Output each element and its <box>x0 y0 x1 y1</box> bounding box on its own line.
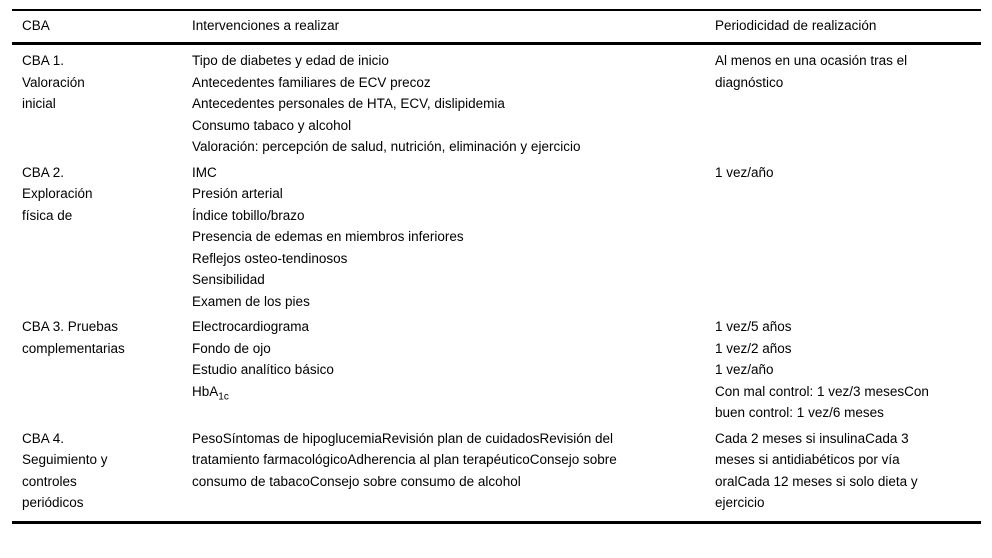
cba-label-line: CBA 4. <box>22 430 65 446</box>
cba-label-line: CBA 1. <box>22 53 65 68</box>
cba3-interventions-cell <box>182 316 705 424</box>
periodicity-line: Con mal control: 1 vez/3 mesesCon buen control: 1 vez/6 meses <box>715 383 929 420</box>
cba1-interventions-cell <box>182 50 705 158</box>
periodicity-line: 1 vez/5 años <box>715 319 792 334</box>
hba-subscript: 1c <box>218 391 229 403</box>
intervention-line: Reflejos osteo-tendinosos <box>192 250 348 266</box>
table-row-cba3 <box>12 314 981 426</box>
intervention-line: Consumo tabaco y alcohol <box>192 117 352 133</box>
intervention-line: Fondo de ojo <box>192 340 271 356</box>
cba4-interventions-cell <box>182 428 705 514</box>
cba1-label-cell <box>12 50 182 158</box>
cba4-periodicity-cell <box>705 428 981 514</box>
table-header-row <box>12 9 981 45</box>
cba-label-line: Exploración <box>22 186 93 201</box>
intervention-line: Estudio analítico básico <box>192 362 334 377</box>
intervention-line: Antecedentes personales de HTA, ECV, dislipidemia <box>192 96 505 111</box>
header-interventions: Intervenciones a realizar <box>192 18 340 33</box>
intervention-paragraph: PesoSíntomas de hipoglucemiaRevisión plan de cuidadosRevisión del tratamiento farmacológicoAdherencia al plan terapéuticoConsejo sobre consumo de tabacoConsejo sobre consumo de alcohol <box>192 430 617 489</box>
hba-text: HbA <box>192 383 219 399</box>
intervention-line-hba1c <box>192 381 705 403</box>
table-body <box>12 45 981 524</box>
intervention-line: Electrocardiograma <box>192 319 310 334</box>
table-row-cba1 <box>12 48 981 160</box>
cba-label-line: CBA 3. Pruebas <box>22 319 119 334</box>
cba-label-line: Seguimiento y <box>22 452 108 467</box>
cba4-label-cell <box>12 428 182 514</box>
cba-label-line: inicial <box>22 96 56 111</box>
cba2-periodicity-cell <box>705 162 981 313</box>
cba-label-line: Valoración <box>22 74 85 90</box>
cba3-label-cell <box>12 316 182 424</box>
header-cba: CBA <box>22 18 50 33</box>
table-row-cba4 <box>12 426 981 516</box>
cba-label-line: CBA 2. <box>22 164 65 180</box>
periodicity-paragraph: Cada 2 meses si insulinaCada 3 meses si antidiabéticos por vía oralCada 12 meses si solo dieta y ejercicio <box>715 430 918 510</box>
cba-label-line: complementarias <box>22 340 125 356</box>
cba3-periodicity-cell <box>705 316 981 424</box>
intervention-line: Presión arterial <box>192 186 283 201</box>
periodicity-line: 1 vez/año <box>715 362 774 377</box>
periodicity-line: 1 vez/2 años <box>715 340 792 356</box>
cba-label-line: periódicos <box>22 495 84 510</box>
periodicity-line: Al menos en una ocasión tras el diagnóstico <box>715 53 908 90</box>
intervention-line: Presencia de edemas en miembros inferiores <box>192 229 464 244</box>
periodicity-line: 1 vez/año <box>715 164 774 180</box>
cba-label-line: física de <box>22 207 73 223</box>
intervention-line: IMC <box>192 164 217 180</box>
cba2-interventions-cell <box>182 162 705 313</box>
intervention-line: Tipo de diabetes y edad de inicio <box>192 53 389 68</box>
cba2-label-cell <box>12 162 182 313</box>
document-page <box>0 9 992 524</box>
intervention-line: Valoración: percepción de salud, nutrición, eliminación y ejercicio <box>192 139 581 154</box>
header-periodicity: Periodicidad de realización <box>715 18 877 33</box>
intervention-line: Sensibilidad <box>192 272 265 287</box>
cba-table <box>12 9 981 524</box>
intervention-line: Índice tobillo/brazo <box>192 207 305 223</box>
cba1-periodicity-cell <box>705 50 981 158</box>
cba-label-line: controles <box>22 473 77 489</box>
table-row-cba2 <box>12 160 981 315</box>
intervention-line: Examen de los pies <box>192 293 310 309</box>
intervention-line: Antecedentes familiares de ECV precoz <box>192 74 431 90</box>
